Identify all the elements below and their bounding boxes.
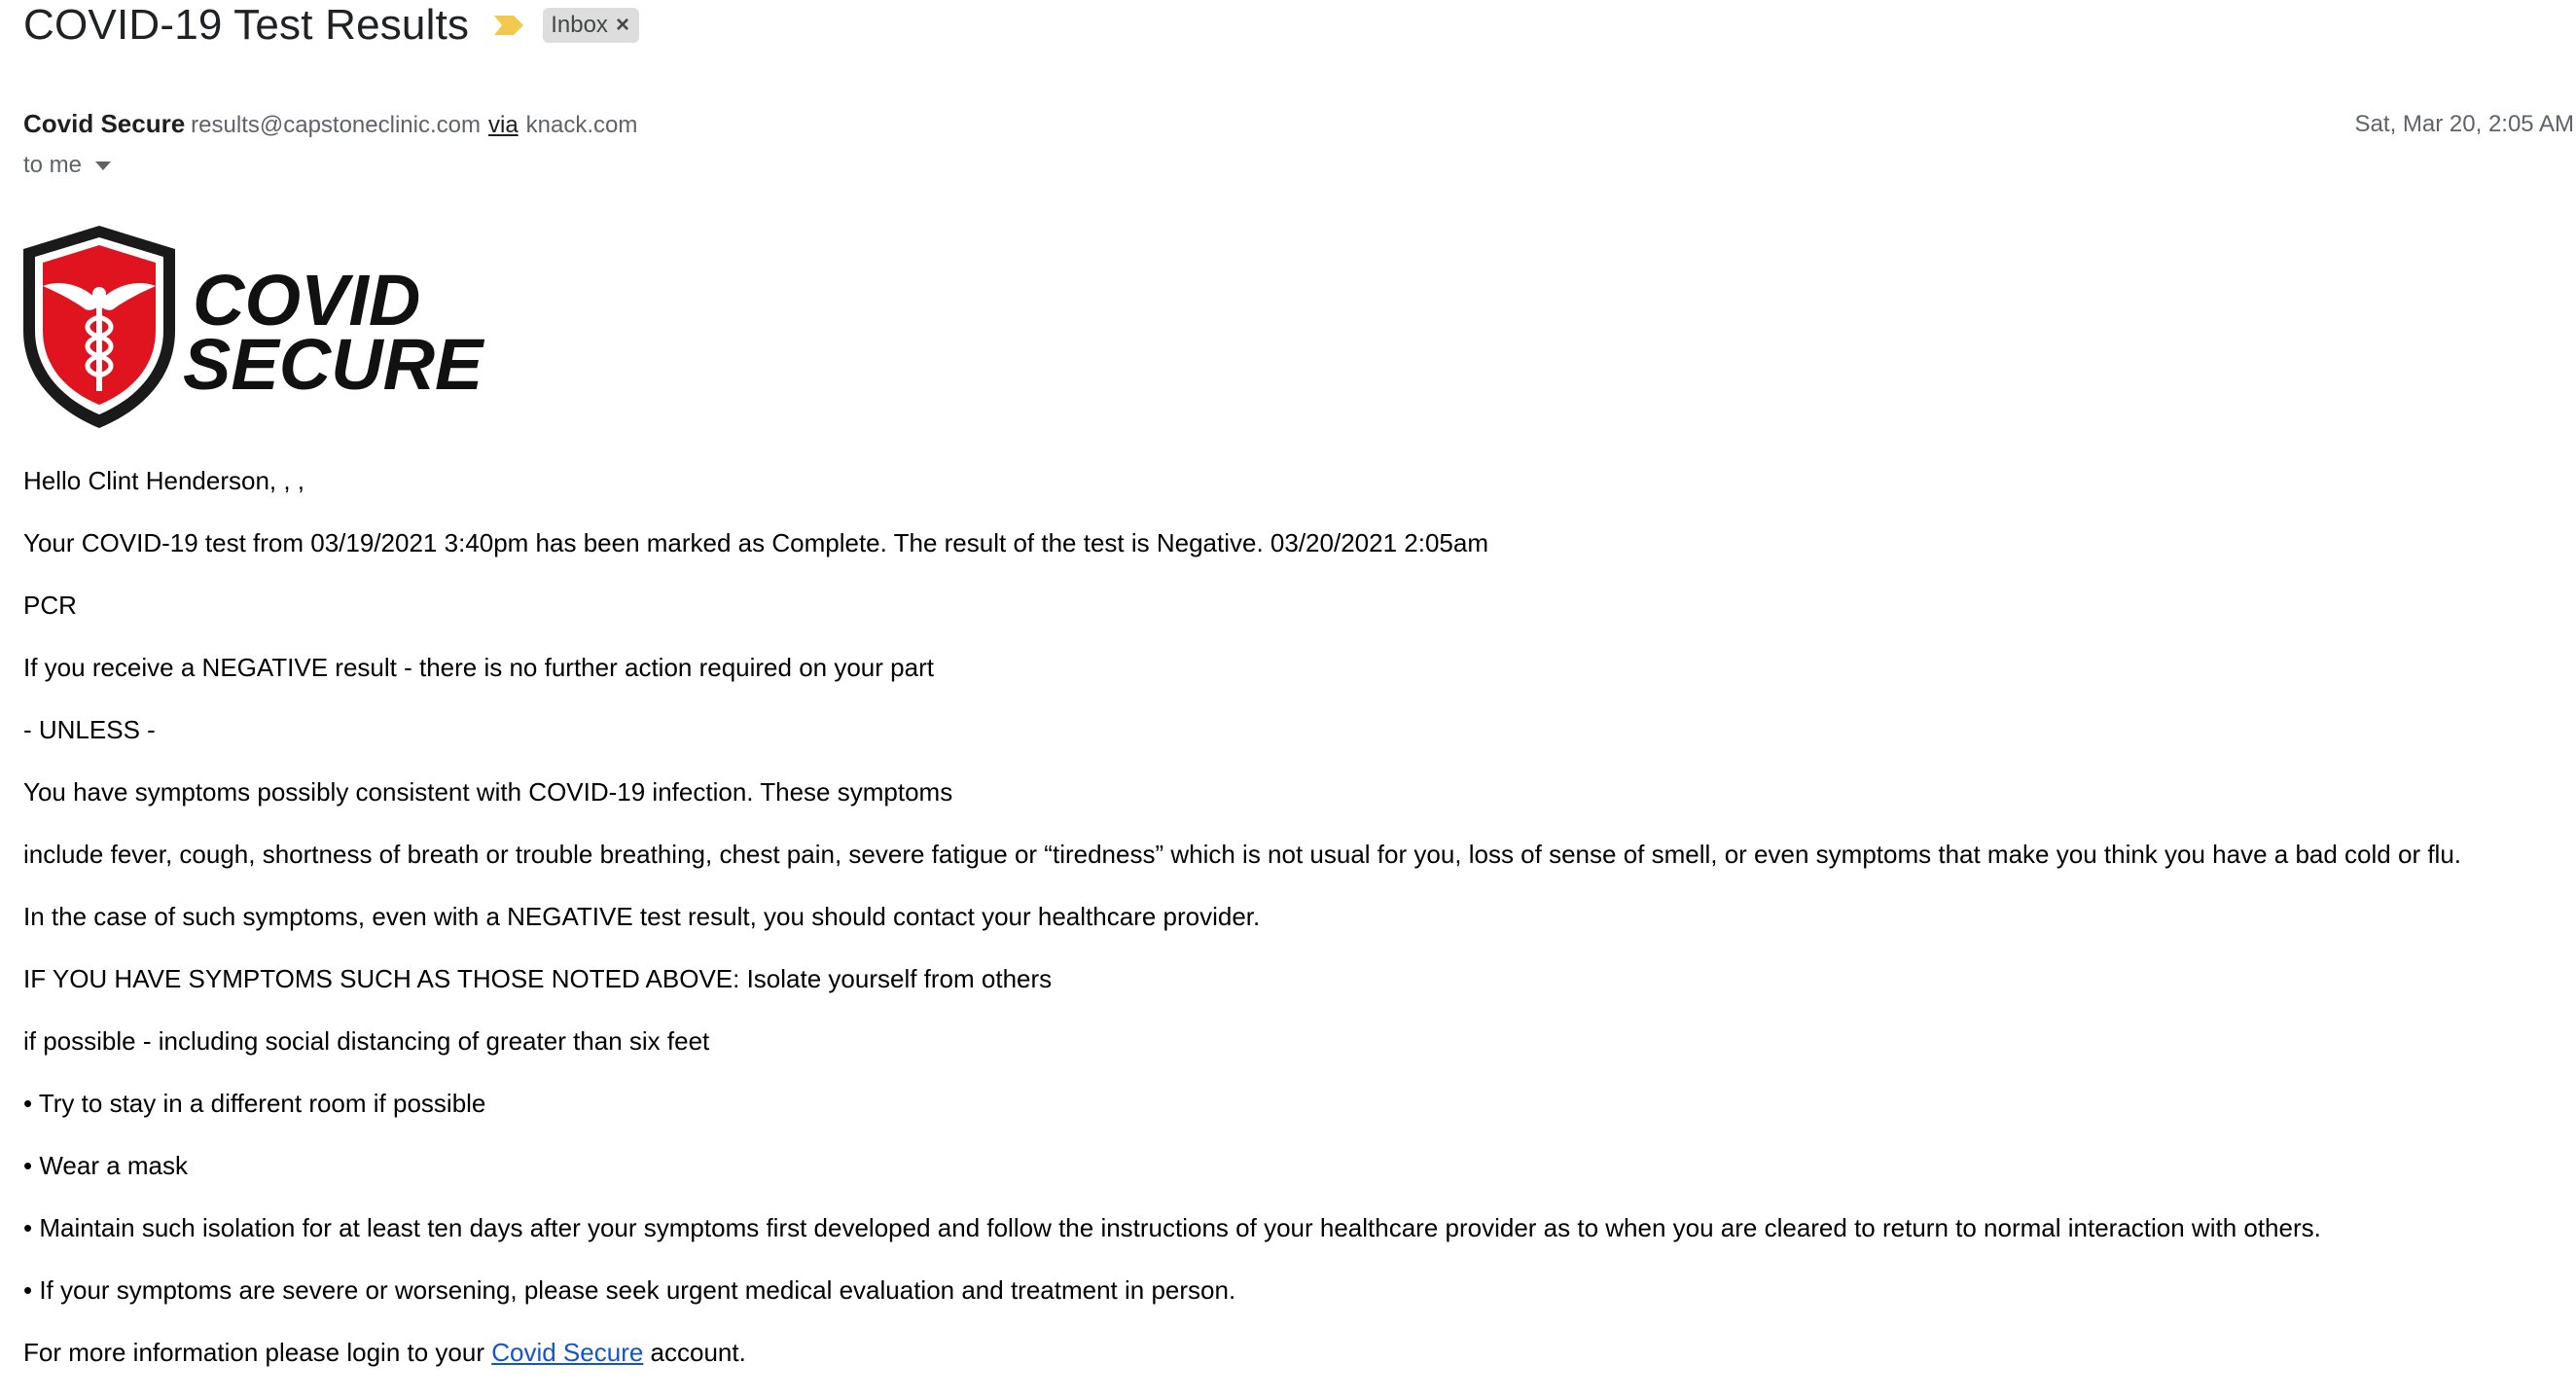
sender-name[interactable]: Covid Secure	[23, 109, 186, 138]
recipient-text: to me	[23, 152, 83, 178]
via-link[interactable]: via	[487, 112, 519, 138]
footer-suffix: account.	[643, 1338, 746, 1367]
result-message: Your COVID-19 test from 03/19/2021 3:40pm has been marked as Complete. The result of the test is Negative. 03/20/2021 2:05am	[23, 528, 1488, 557]
remove-label-icon[interactable]: ×	[615, 12, 629, 38]
covid-secure-link[interactable]: Covid Secure	[491, 1338, 644, 1367]
unless-text: - UNLESS -	[23, 715, 156, 744]
chevron-down-icon[interactable]	[95, 161, 111, 170]
isolate-heading: IF YOU HAVE SYMPTOMS SUCH AS THOSE NOTED ABOVE: Isolate yourself from others	[23, 964, 1053, 993]
contact-provider: In the case of such symptoms, even with a NEGATIVE test result, you should contact your healthcare provider.	[23, 902, 1261, 931]
bullet-isolation: • Maintain such isolation for at least ten days after your symptoms first developed and follow the instructions of your healthcare provider as to when you are cleared to return to normal interaction with others.	[23, 1213, 2321, 1242]
email-body	[23, 465, 2553, 1399]
symptoms-list: include fever, cough, shortness of breath or trouble breathing, chest pain, severe fatigue or “tiredness” which is not usual for you, loss of sense of smell, or even symptoms that make you think you have a bad cold or flu.	[23, 840, 2462, 869]
importance-marker-icon[interactable]	[492, 14, 525, 37]
logo-text-secure: SECURE	[183, 324, 483, 405]
inbox-label-chip[interactable]	[543, 8, 639, 43]
bullet-severe: • If your symptoms are severe or worsening, please seek urgent medical evaluation and treatment in person.	[23, 1275, 1236, 1305]
footer-line	[23, 1337, 2553, 1399]
email-date[interactable]: Sat, Mar 20, 2:05 AM	[2354, 111, 2574, 137]
logo-text-covid: COVID	[193, 260, 421, 341]
test-type: PCR	[23, 591, 77, 620]
sender-email: results@capstoneclinic.com	[191, 112, 481, 138]
bullet-room: • Try to stay in a different room if possible	[23, 1089, 486, 1118]
symptoms-intro: You have symptoms possibly consistent with COVID-19 infection. These symptoms	[23, 777, 953, 807]
email-subject: COVID-19 Test Results	[23, 1, 470, 49]
isolate-detail: if possible - including social distancing of greater than six feet	[23, 1026, 710, 1056]
inbox-label-text: Inbox	[551, 12, 608, 38]
negative-note: If you receive a NEGATIVE result - there is no further action required on your part	[23, 653, 934, 682]
bullet-mask: • Wear a mask	[23, 1151, 188, 1180]
footer-prefix: For more information please login to your	[23, 1338, 492, 1367]
greeting: Hello Clint Henderson, , ,	[23, 466, 305, 495]
via-domain: knack.com	[525, 112, 638, 138]
covid-secure-logo	[21, 224, 483, 430]
subject-row	[23, 0, 639, 51]
sender-row	[23, 109, 637, 144]
recipient-details-toggle[interactable]	[23, 150, 111, 181]
